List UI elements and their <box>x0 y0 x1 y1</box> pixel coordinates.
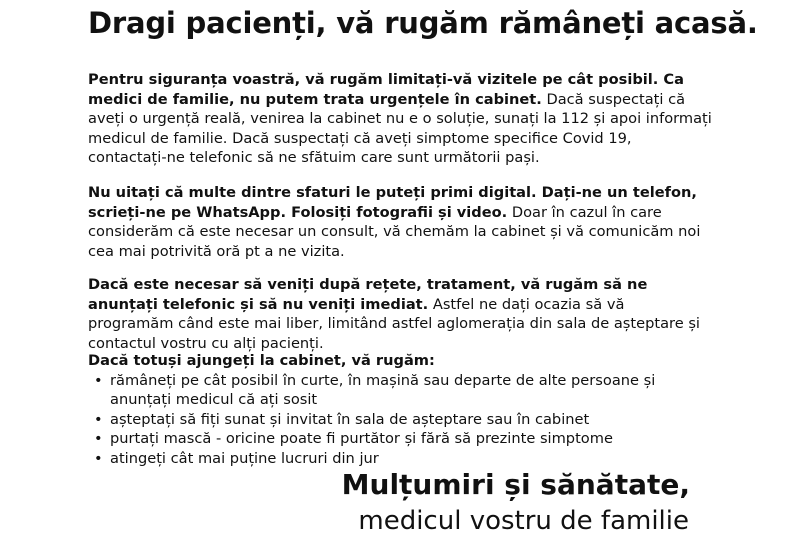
paragraph-digital <box>88 183 713 261</box>
closing-signature: medicul vostru de familie <box>358 506 689 536</box>
list-item-text: așteptați să fiți sunat și invitat în sala de așteptare sau în cabinet <box>110 410 590 428</box>
paragraph-prescriptions <box>88 275 713 353</box>
paragraph-prescriptions-bold: Dacă este necesar să veniți după rețete, tratament, vă rugăm să ne anunțați telefonic și să nu veniți imediat. <box>88 276 648 313</box>
bullet-icon: • <box>94 430 103 447</box>
at-clinic-heading: Dacă totuși ajungeți la cabinet, vă rugăm: <box>88 352 435 369</box>
paragraph-safety-text: Dacă suspectați că aveți o urgență reală, venirea la cabinet nu e o soluție, sunați la 112 și apoi informați medicul de familie. Dacă suspectați că aveți simptome specifice Covid 19, contactați-ne telefonic să ne sfătuim care sunt următorii pași. <box>88 90 712 166</box>
list-item-text: atingeți cât mai puține lucruri din jur <box>110 449 379 467</box>
at-clinic-list <box>88 371 713 469</box>
list-item <box>88 371 713 410</box>
paragraph-at-clinic <box>88 351 713 468</box>
paragraph-safety <box>88 70 713 168</box>
list-item-text: purtați mască - oricine poate fi purtător și fără să prezinte simptome <box>110 430 613 447</box>
closing-thanks: Mulțumiri și sănătate, <box>341 468 690 501</box>
page-title: Dragi pacienți, vă rugăm rămâneți acasă. <box>88 6 758 40</box>
paragraph-digital-text: Doar în cazul în care considerăm că este necesar un consult, vă chemăm la cabinet și vă comunicăm noi cea mai potrivită oră pt a ne vizita. <box>88 203 701 260</box>
bullet-icon: • <box>94 449 103 467</box>
list-item-text: rămâneți pe cât posibil în curte, în mașină sau departe de alte persoane și anunțați medicul că ați sosit <box>110 371 656 408</box>
list-item <box>88 410 713 430</box>
bullet-icon: • <box>94 410 103 428</box>
bullet-icon: • <box>94 371 103 389</box>
paragraph-digital-bold: Nu uitați că multe dintre sfaturi le puteți primi digital. Dați-ne un telefon, scrieți-ne pe WhatsApp. Folosiți fotografii și video. <box>88 184 697 221</box>
paragraph-safety-bold: Pentru siguranța voastră, vă rugăm limitați-vă vizitele pe cât posibil. Ca medici de familie, nu putem trata urgențele în cabinet. <box>88 71 684 108</box>
list-item <box>88 429 713 449</box>
paragraph-prescriptions-text: Astfel ne dați ocazia să vă programăm când este mai liber, limitând astfel aglomerația din sala de așteptare și contactul vostru cu alți pacienți. <box>88 295 700 352</box>
